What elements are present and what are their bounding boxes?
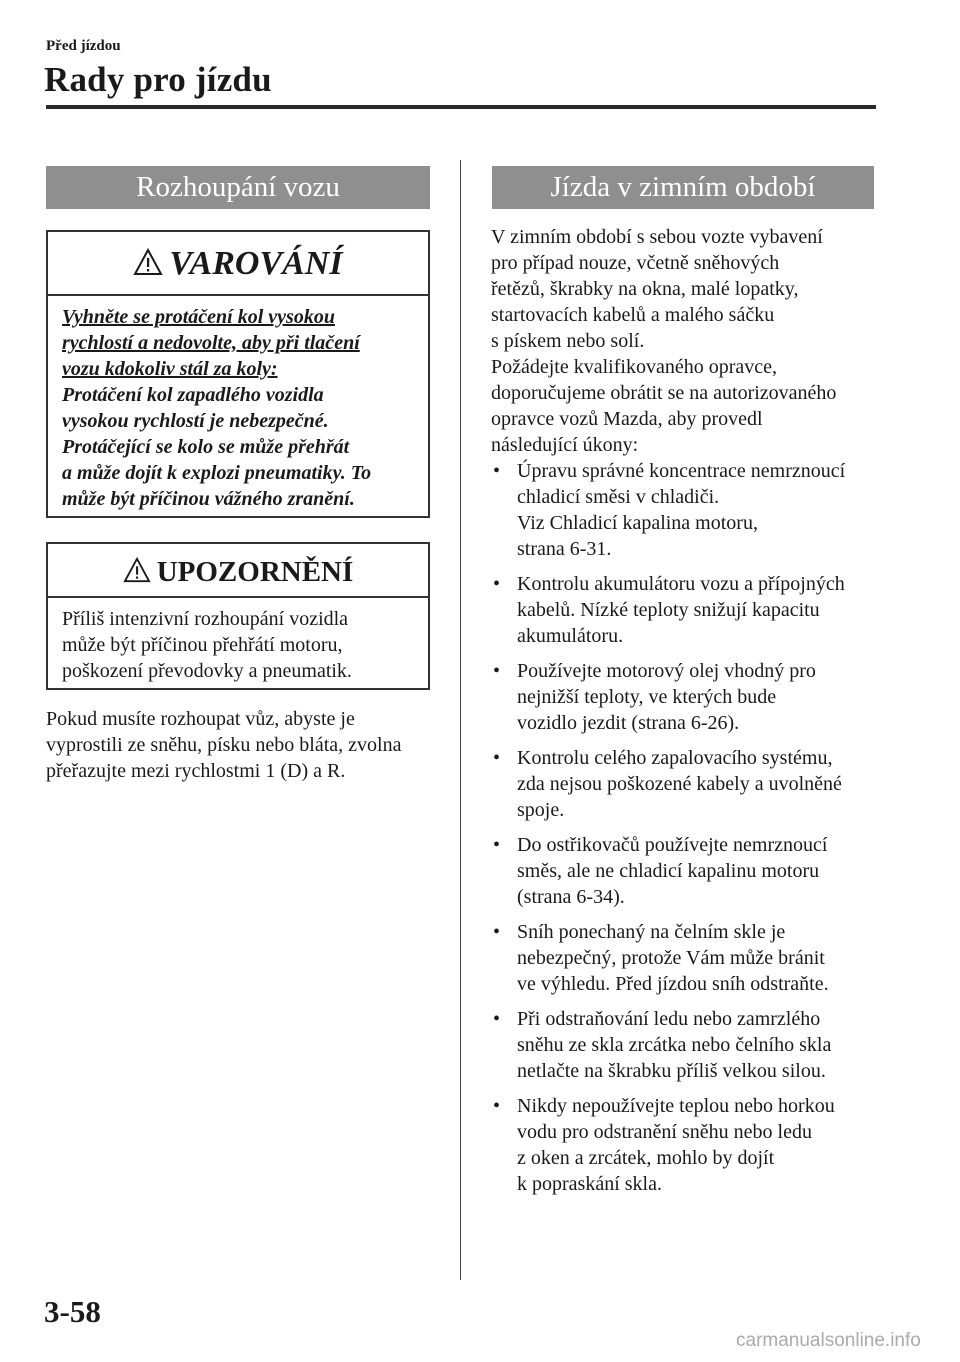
list-item [491,832,883,910]
bullet-dot-icon: • [493,1008,501,1030]
column-divider [460,160,461,1280]
warning-header [48,232,428,294]
bullet-dot-icon: • [493,921,501,943]
list-item [491,1006,883,1084]
bullet-dot-icon: • [493,573,501,595]
list-item [491,458,883,562]
warning-underlined-text: Vyhněte se protáčení kol vysokou rychlostí a nedovolte, aby při tlačení vozu kdokoliv stál za koly: [62,306,360,380]
list-item-text: Používejte motorový olej vhodný pro nejnižší teploty, ve kterých bude vozidlo jezdit (strana 6-26). [517,660,816,734]
list-item-text: Nikdy nepoužívejte teplou nebo horkou vodu pro odstranění sněhu nebo ledu z oken a zrcátek, mohlo by dojít k popraskání skla. [517,1095,835,1195]
rocking-paragraph: Pokud musíte rozhoupat vůz, abyste je vyprostili ze sněhu, písku nebo bláta, zvolna přeřazujte mezi rychlostmi 1 (D) a R. [46,708,402,782]
warning-body [48,296,428,512]
list-item-text: Kontrolu akumulátoru vozu a přípojných kabelů. Nízké teploty snižují kapacitu akumulátoru. [517,573,845,647]
list-item [491,745,883,823]
warning-triangle-icon [133,234,163,298]
bullet-dot-icon: • [493,747,501,769]
bullet-dot-icon: • [493,660,501,682]
page-number: 3-58 [44,1294,101,1329]
bullet-dot-icon: • [493,834,501,856]
caution-triangle-icon [123,546,151,602]
list-item-text: Do ostřikovačů používejte nemrznoucí směs, ale ne chladicí kapalinu motoru (strana 6-34). [517,834,828,908]
list-item-text: Úpravu správné koncentrace nemrznoucí chladicí směsi v chladiči. Viz Chladicí kapalina motoru, strana 6-31. [517,460,846,560]
caution-title: UPOZORNĚNÍ [156,556,354,588]
caution-box [46,542,430,690]
list-item [491,1093,883,1197]
list-item-text: Sníh ponechaný na čelním skle je nebezpečný, protože Vám může bránit ve výhledu. Před jízdou sníh odstraňte. [517,921,829,995]
breadcrumb: Před jízdou [46,38,121,54]
winter-bullet-list [491,458,883,1206]
section-banner-zima: Jízda v zimním období [492,166,874,209]
watermark: carmanualsonline.info [736,1330,921,1351]
bullet-dot-icon: • [493,1095,501,1117]
list-item [491,658,883,736]
warning-text: Protáčení kol zapadlého vozidla vysokou rychlostí je nebezpečné. Protáčející se kolo se může přehřát a může dojít k explozi pneumatiky. To může být příčinou vážného zranění. [62,384,372,510]
list-item [491,919,883,997]
bullet-dot-icon: • [493,460,501,482]
list-item-text: Kontrolu celého zapalovacího systému, zda nejsou poškozené kabely a uvolněné spoje. [517,747,842,821]
section-banner-rozhoupani: Rozhoupání vozu [46,166,430,209]
winter-intro: V zimním období s sebou vozte vybavení pro případ nouze, včetně sněhových řetězů, škrabky na okna, malé lopatky, startovacích kabelů a malého sáčku s pískem nebo solí. Požádejte kvalifikovaného opravce, doporučujeme obrátit se na autorizovaného opravce vozů Mazda, aby provedl následující úkony: [491,226,837,456]
warning-title: VAROVÁNÍ [169,245,343,282]
list-item-text: Při odstraňování ledu nebo zamrzlého sněhu ze skla zrcátka nebo čelního skla netlačte na škrabku příliš velkou silou. [517,1008,832,1082]
header-rule [46,105,876,109]
list-item [491,571,883,649]
page-title: Rady pro jízdu [44,60,272,99]
caution-text: Příliš intenzivní rozhoupání vozidla může být příčinou přehřátí motoru, poškození převodovky a pneumatik. [62,608,352,682]
caution-header [48,544,428,596]
warning-box [46,230,430,518]
